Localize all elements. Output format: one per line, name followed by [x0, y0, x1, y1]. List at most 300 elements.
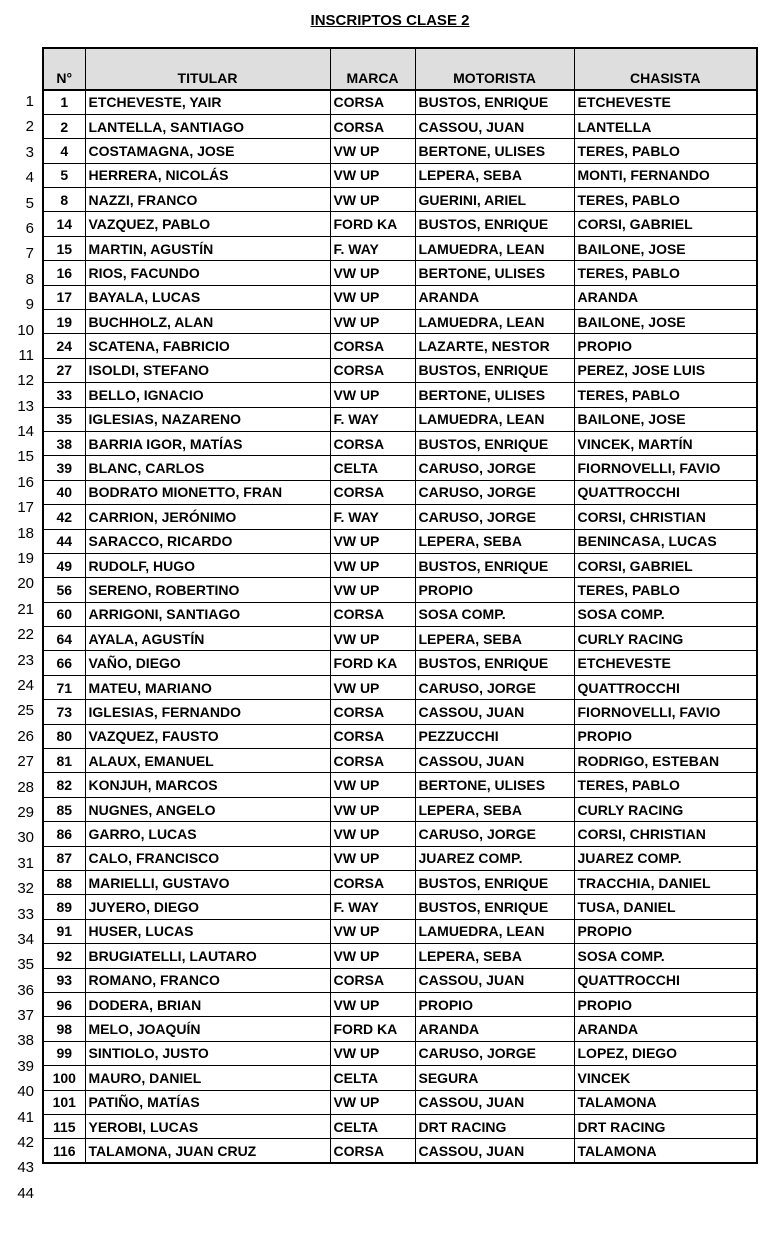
cell-titular: DODERA, BRIAN [85, 992, 330, 1016]
row-index: 14 [17, 423, 34, 441]
cell-chasista: TERES, PABLO [574, 261, 757, 285]
cell-marca: VW UP [330, 992, 415, 1016]
cell-marca: CORSA [330, 90, 415, 114]
cell-motorista: PROPIO [415, 992, 574, 1016]
cell-motorista: JUAREZ COMP. [415, 846, 574, 870]
cell-marca: VW UP [330, 797, 415, 821]
cell-titular: SERENO, ROBERTINO [85, 578, 330, 602]
row-index: 39 [17, 1057, 34, 1075]
cell-motorista: BUSTOS, ENRIQUE [415, 431, 574, 455]
table-row [43, 602, 757, 626]
cell-titular: RUDOLF, HUGO [85, 553, 330, 577]
cell-num: 15 [43, 236, 85, 260]
table-row [43, 968, 757, 992]
cell-num: 93 [43, 968, 85, 992]
cell-num: 35 [43, 407, 85, 431]
cell-motorista: DRT RACING [415, 1114, 574, 1138]
cell-marca: CORSA [330, 602, 415, 626]
cell-marca: VW UP [330, 578, 415, 602]
cell-num: 60 [43, 602, 85, 626]
cell-motorista: LAMUEDRA, LEAN [415, 919, 574, 943]
cell-num: 49 [43, 553, 85, 577]
row-index: 36 [17, 981, 34, 999]
row-index-column [0, 89, 38, 1206]
cell-titular: VAZQUEZ, PABLO [85, 212, 330, 236]
cell-titular: MARIELLI, GUSTAVO [85, 871, 330, 895]
cell-motorista: CARUSO, JORGE [415, 480, 574, 504]
cell-chasista: PROPIO [574, 334, 757, 358]
cell-titular: HERRERA, NICOLÁS [85, 163, 330, 187]
row-index: 30 [17, 829, 34, 847]
cell-marca: F. WAY [330, 236, 415, 260]
cell-marca: FORD KA [330, 1017, 415, 1041]
cell-marca: CORSA [330, 700, 415, 724]
table-row [43, 627, 757, 651]
table-row [43, 1139, 757, 1163]
cell-chasista: LANTELLA [574, 114, 757, 138]
row-index: 15 [17, 448, 34, 466]
table-row [43, 749, 757, 773]
cell-marca: VW UP [330, 1041, 415, 1065]
row-index: 43 [17, 1159, 34, 1177]
table-row [43, 895, 757, 919]
cell-num: 2 [43, 114, 85, 138]
table-row [43, 1041, 757, 1065]
cell-titular: MAURO, DANIEL [85, 1066, 330, 1090]
cell-motorista: BERTONE, ULISES [415, 139, 574, 163]
cell-motorista: LEPERA, SEBA [415, 797, 574, 821]
table-row [43, 90, 757, 114]
cell-num: 101 [43, 1090, 85, 1114]
cell-chasista: FIORNOVELLI, FAVIO [574, 456, 757, 480]
row-index: 29 [17, 803, 34, 821]
cell-chasista: PROPIO [574, 992, 757, 1016]
cell-titular: BLANC, CARLOS [85, 456, 330, 480]
cell-motorista: BUSTOS, ENRIQUE [415, 895, 574, 919]
cell-motorista: ARANDA [415, 285, 574, 309]
table-row [43, 285, 757, 309]
cell-motorista: BUSTOS, ENRIQUE [415, 90, 574, 114]
header-num: N° [43, 48, 85, 90]
entrants-table [42, 47, 758, 1164]
row-index: 41 [17, 1108, 34, 1126]
table-row [43, 334, 757, 358]
cell-num: 88 [43, 871, 85, 895]
cell-num: 5 [43, 163, 85, 187]
header-titular: TITULAR [85, 48, 330, 90]
cell-marca: CORSA [330, 749, 415, 773]
cell-motorista: BUSTOS, ENRIQUE [415, 358, 574, 382]
cell-motorista: CARUSO, JORGE [415, 1041, 574, 1065]
cell-titular: BODRATO MIONETTO, FRAN [85, 480, 330, 504]
cell-titular: GARRO, LUCAS [85, 822, 330, 846]
table-row [43, 992, 757, 1016]
cell-marca: CORSA [330, 724, 415, 748]
cell-titular: BAYALA, LUCAS [85, 285, 330, 309]
table-row [43, 797, 757, 821]
cell-motorista: CARUSO, JORGE [415, 505, 574, 529]
row-index: 5 [25, 194, 34, 212]
cell-num: 1 [43, 90, 85, 114]
cell-marca: VW UP [330, 846, 415, 870]
cell-marca: F. WAY [330, 505, 415, 529]
cell-num: 98 [43, 1017, 85, 1041]
cell-motorista: BERTONE, ULISES [415, 773, 574, 797]
row-index: 28 [17, 778, 34, 796]
row-index: 20 [17, 575, 34, 593]
table-header-row [43, 48, 757, 90]
table-row [43, 310, 757, 334]
cell-marca: VW UP [330, 822, 415, 846]
cell-chasista: VINCEK [574, 1066, 757, 1090]
table-row [43, 724, 757, 748]
cell-motorista: BERTONE, ULISES [415, 383, 574, 407]
cell-marca: VW UP [330, 163, 415, 187]
row-index: 17 [17, 499, 34, 517]
header-motorista: MOTORISTA [415, 48, 574, 90]
cell-num: 96 [43, 992, 85, 1016]
table-row [43, 1017, 757, 1041]
table-body [43, 90, 757, 1163]
cell-num: 73 [43, 700, 85, 724]
cell-marca: VW UP [330, 1090, 415, 1114]
cell-num: 14 [43, 212, 85, 236]
cell-marca: FORD KA [330, 212, 415, 236]
cell-titular: BELLO, IGNACIO [85, 383, 330, 407]
cell-titular: ALAUX, EMANUEL [85, 749, 330, 773]
cell-motorista: BUSTOS, ENRIQUE [415, 553, 574, 577]
table-row [43, 553, 757, 577]
cell-motorista: PEZZUCCHI [415, 724, 574, 748]
cell-chasista: BAILONE, JOSE [574, 310, 757, 334]
cell-num: 39 [43, 456, 85, 480]
cell-marca: F. WAY [330, 895, 415, 919]
cell-chasista: MONTI, FERNANDO [574, 163, 757, 187]
cell-chasista: PEREZ, JOSE LUIS [574, 358, 757, 382]
cell-titular: YEROBI, LUCAS [85, 1114, 330, 1138]
cell-chasista: SOSA COMP. [574, 944, 757, 968]
cell-chasista: TERES, PABLO [574, 188, 757, 212]
table-row [43, 383, 757, 407]
cell-motorista: CASSOU, JUAN [415, 749, 574, 773]
cell-motorista: CASSOU, JUAN [415, 1139, 574, 1163]
cell-marca: FORD KA [330, 651, 415, 675]
cell-marca: VW UP [330, 188, 415, 212]
cell-num: 33 [43, 383, 85, 407]
cell-chasista: TERES, PABLO [574, 383, 757, 407]
table-row [43, 431, 757, 455]
cell-titular: MELO, JOAQUÍN [85, 1017, 330, 1041]
row-index: 16 [17, 473, 34, 491]
cell-num: 71 [43, 675, 85, 699]
table-row [43, 163, 757, 187]
cell-chasista: TALAMONA [574, 1139, 757, 1163]
cell-motorista: BERTONE, ULISES [415, 261, 574, 285]
cell-titular: SCATENA, FABRICIO [85, 334, 330, 358]
cell-marca: VW UP [330, 944, 415, 968]
row-index: 37 [17, 1007, 34, 1025]
table-row [43, 773, 757, 797]
cell-motorista: LEPERA, SEBA [415, 944, 574, 968]
row-index: 19 [17, 550, 34, 568]
cell-motorista: CASSOU, JUAN [415, 700, 574, 724]
cell-chasista: CORSI, GABRIEL [574, 212, 757, 236]
table-row [43, 358, 757, 382]
cell-num: 64 [43, 627, 85, 651]
cell-chasista: VINCEK, MARTÍN [574, 431, 757, 455]
table-row [43, 505, 757, 529]
cell-titular: ISOLDI, STEFANO [85, 358, 330, 382]
cell-marca: VW UP [330, 139, 415, 163]
cell-marca: VW UP [330, 773, 415, 797]
cell-chasista: CORSI, GABRIEL [574, 553, 757, 577]
cell-titular: VAZQUEZ, FAUSTO [85, 724, 330, 748]
cell-titular: ETCHEVESTE, YAIR [85, 90, 330, 114]
row-index: 7 [25, 245, 34, 263]
row-index: 11 [18, 346, 34, 364]
cell-chasista: TERES, PABLO [574, 139, 757, 163]
cell-titular: RIOS, FACUNDO [85, 261, 330, 285]
row-index: 12 [17, 372, 34, 390]
cell-titular: NAZZI, FRANCO [85, 188, 330, 212]
cell-chasista: QUATTROCCHI [574, 968, 757, 992]
cell-motorista: BUSTOS, ENRIQUE [415, 212, 574, 236]
table-row [43, 261, 757, 285]
cell-num: 66 [43, 651, 85, 675]
cell-num: 116 [43, 1139, 85, 1163]
cell-motorista: CASSOU, JUAN [415, 968, 574, 992]
cell-motorista: CARUSO, JORGE [415, 456, 574, 480]
cell-chasista: TRACCHIA, DANIEL [574, 871, 757, 895]
cell-marca: CELTA [330, 1066, 415, 1090]
cell-chasista: JUAREZ COMP. [574, 846, 757, 870]
cell-num: 44 [43, 529, 85, 553]
cell-chasista: CORSI, CHRISTIAN [574, 505, 757, 529]
row-index: 18 [17, 524, 34, 542]
cell-num: 82 [43, 773, 85, 797]
cell-chasista: BAILONE, JOSE [574, 407, 757, 431]
row-index: 40 [17, 1083, 34, 1101]
row-index: 38 [17, 1032, 34, 1050]
table-row [43, 529, 757, 553]
row-index: 31 [17, 854, 34, 872]
cell-titular: MARTIN, AGUSTÍN [85, 236, 330, 260]
cell-chasista: TERES, PABLO [574, 578, 757, 602]
cell-motorista: LEPERA, SEBA [415, 627, 574, 651]
row-index: 2 [25, 118, 34, 136]
cell-chasista: ETCHEVESTE [574, 90, 757, 114]
cell-chasista: RODRIGO, ESTEBAN [574, 749, 757, 773]
cell-motorista: LEPERA, SEBA [415, 163, 574, 187]
cell-num: 87 [43, 846, 85, 870]
cell-num: 8 [43, 188, 85, 212]
table-row [43, 871, 757, 895]
cell-num: 85 [43, 797, 85, 821]
cell-titular: MATEU, MARIANO [85, 675, 330, 699]
cell-titular: VAÑO, DIEGO [85, 651, 330, 675]
cell-marca: CORSA [330, 968, 415, 992]
row-index: 21 [17, 600, 34, 618]
cell-marca: VW UP [330, 529, 415, 553]
cell-num: 81 [43, 749, 85, 773]
cell-chasista: CURLY RACING [574, 627, 757, 651]
table-row [43, 675, 757, 699]
cell-chasista: TERES, PABLO [574, 773, 757, 797]
cell-motorista: LAZARTE, NESTOR [415, 334, 574, 358]
cell-titular: HUSER, LUCAS [85, 919, 330, 943]
cell-motorista: SEGURA [415, 1066, 574, 1090]
table-row [43, 919, 757, 943]
table-row [43, 480, 757, 504]
cell-titular: AYALA, AGUSTÍN [85, 627, 330, 651]
cell-marca: VW UP [330, 285, 415, 309]
row-index: 42 [17, 1134, 34, 1152]
cell-titular: KONJUH, MARCOS [85, 773, 330, 797]
table-row [43, 700, 757, 724]
cell-chasista: CURLY RACING [574, 797, 757, 821]
table-row [43, 212, 757, 236]
cell-motorista: LAMUEDRA, LEAN [415, 236, 574, 260]
cell-titular: SARACCO, RICARDO [85, 529, 330, 553]
header-chasista: CHASISTA [574, 48, 757, 90]
cell-motorista: ARANDA [415, 1017, 574, 1041]
cell-chasista: FIORNOVELLI, FAVIO [574, 700, 757, 724]
cell-chasista: TUSA, DANIEL [574, 895, 757, 919]
table-row [43, 114, 757, 138]
cell-titular: PATIÑO, MATÍAS [85, 1090, 330, 1114]
row-index: 25 [17, 702, 34, 720]
cell-chasista: DRT RACING [574, 1114, 757, 1138]
cell-titular: CARRION, JERÓNIMO [85, 505, 330, 529]
cell-num: 24 [43, 334, 85, 358]
page-title: INSCRIPTOS CLASE 2 [310, 12, 470, 29]
cell-chasista: BENINCASA, LUCAS [574, 529, 757, 553]
cell-num: 86 [43, 822, 85, 846]
cell-marca: VW UP [330, 383, 415, 407]
table-row [43, 236, 757, 260]
table-row [43, 944, 757, 968]
row-index: 4 [25, 169, 34, 187]
cell-titular: IGLESIAS, NAZARENO [85, 407, 330, 431]
cell-motorista: CASSOU, JUAN [415, 1090, 574, 1114]
table-row [43, 578, 757, 602]
row-index: 27 [17, 753, 34, 771]
cell-marca: VW UP [330, 919, 415, 943]
row-index: 26 [17, 727, 34, 745]
cell-marca: VW UP [330, 627, 415, 651]
cell-titular: NUGNES, ANGELO [85, 797, 330, 821]
cell-motorista: CARUSO, JORGE [415, 822, 574, 846]
row-index: 13 [17, 397, 34, 415]
cell-chasista: QUATTROCCHI [574, 480, 757, 504]
table-row [43, 407, 757, 431]
cell-marca: CORSA [330, 334, 415, 358]
cell-chasista: BAILONE, JOSE [574, 236, 757, 260]
cell-titular: CALO, FRANCISCO [85, 846, 330, 870]
cell-num: 27 [43, 358, 85, 382]
cell-num: 56 [43, 578, 85, 602]
row-index: 24 [17, 676, 34, 694]
cell-num: 100 [43, 1066, 85, 1090]
cell-titular: JUYERO, DIEGO [85, 895, 330, 919]
table-row [43, 456, 757, 480]
cell-titular: COSTAMAGNA, JOSE [85, 139, 330, 163]
table-row [43, 1090, 757, 1114]
cell-num: 19 [43, 310, 85, 334]
cell-num: 17 [43, 285, 85, 309]
cell-chasista: PROPIO [574, 919, 757, 943]
cell-marca: F. WAY [330, 407, 415, 431]
cell-titular: SINTIOLO, JUSTO [85, 1041, 330, 1065]
cell-num: 89 [43, 895, 85, 919]
cell-titular: BRUGIATELLI, LAUTARO [85, 944, 330, 968]
cell-chasista: LOPEZ, DIEGO [574, 1041, 757, 1065]
cell-num: 115 [43, 1114, 85, 1138]
table-row [43, 822, 757, 846]
cell-marca: CORSA [330, 871, 415, 895]
cell-marca: CELTA [330, 1114, 415, 1138]
row-index: 22 [17, 626, 34, 644]
cell-num: 16 [43, 261, 85, 285]
cell-titular: BUCHHOLZ, ALAN [85, 310, 330, 334]
cell-motorista: CASSOU, JUAN [415, 114, 574, 138]
cell-motorista: LAMUEDRA, LEAN [415, 407, 574, 431]
cell-chasista: SOSA COMP. [574, 602, 757, 626]
table-row [43, 188, 757, 212]
cell-num: 38 [43, 431, 85, 455]
cell-titular: ARRIGONI, SANTIAGO [85, 602, 330, 626]
row-index: 33 [17, 905, 34, 923]
row-index: 23 [17, 651, 34, 669]
cell-titular: BARRIA IGOR, MATÍAS [85, 431, 330, 455]
cell-num: 92 [43, 944, 85, 968]
cell-titular: LANTELLA, SANTIAGO [85, 114, 330, 138]
cell-motorista: PROPIO [415, 578, 574, 602]
cell-num: 4 [43, 139, 85, 163]
cell-marca: CORSA [330, 358, 415, 382]
row-index: 35 [17, 956, 34, 974]
cell-titular: ROMANO, FRANCO [85, 968, 330, 992]
row-index: 1 [25, 93, 34, 110]
header-marca: MARCA [330, 48, 415, 90]
row-index: 6 [25, 219, 34, 237]
cell-motorista: BUSTOS, ENRIQUE [415, 651, 574, 675]
cell-motorista: BUSTOS, ENRIQUE [415, 871, 574, 895]
cell-marca: CORSA [330, 431, 415, 455]
cell-marca: CORSA [330, 1139, 415, 1163]
cell-marca: VW UP [330, 261, 415, 285]
cell-chasista: TALAMONA [574, 1090, 757, 1114]
cell-marca: VW UP [330, 310, 415, 334]
cell-chasista: PROPIO [574, 724, 757, 748]
cell-chasista: QUATTROCCHI [574, 675, 757, 699]
row-index: 10 [17, 321, 34, 339]
cell-marca: CORSA [330, 114, 415, 138]
cell-motorista: CARUSO, JORGE [415, 675, 574, 699]
row-index: 8 [25, 270, 34, 288]
row-index: 32 [17, 880, 34, 898]
cell-titular: TALAMONA, JUAN CRUZ [85, 1139, 330, 1163]
table-row [43, 651, 757, 675]
cell-num: 42 [43, 505, 85, 529]
row-index: 34 [17, 930, 34, 948]
row-index: 9 [25, 296, 34, 314]
cell-chasista: ETCHEVESTE [574, 651, 757, 675]
table-row [43, 846, 757, 870]
cell-num: 91 [43, 919, 85, 943]
cell-chasista: ARANDA [574, 285, 757, 309]
cell-marca: VW UP [330, 675, 415, 699]
